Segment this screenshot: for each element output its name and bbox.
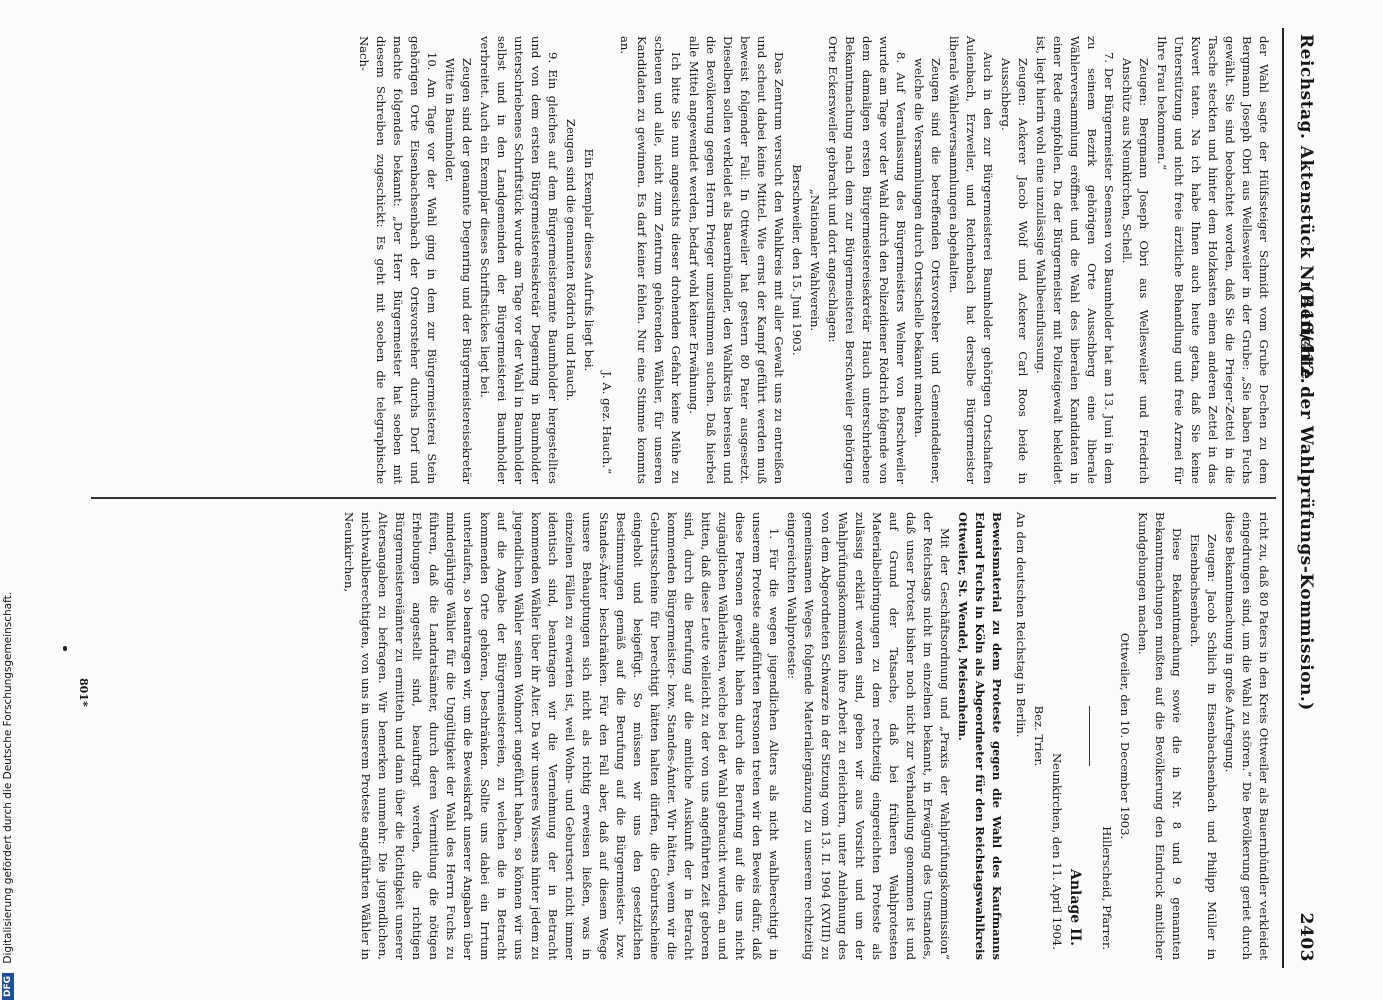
paragraph: Das Zentrum versucht den Wahlkreis mit aller Gewalt uns zu entreißen und scheut dabei keine Mittel. Wie ernst der Kampf geführt werden muß beweist folgender Fall: In Ottweiler hat gestern 80 Pater ausgesetzt. Dieselben sollen verkleidet als Bauernbündler, den Wahlkreis bereisen und die Bevölkerung gegen Herrn Prieger umzustimmen suchen. Daß hierbei alle Mittel angewendet werden, bedarf wohl keiner Erwähnung. xyxy=(687,36,786,484)
dfg-credit xyxy=(2,10,18,1000)
header-rule xyxy=(1282,28,1284,968)
print-dot xyxy=(63,646,67,651)
dfg-credit-text: Digitalisierung gefördert durch die Deutsche Forschungsgemeinschaft. xyxy=(2,591,14,964)
addressee: An den deutschen Reichstag in Berlin. xyxy=(1014,512,1028,738)
paragraph: der Wahl sagte der Hülfssteiger Schmidt vom Grube Dechen zu dem Bergmann Joseph Obri aus Wellesweiler in der Grube: „Sie haben Fuchs gewählt. Sie sind beobachtet worden, daß Sie die Prieger-Zettel in die Tasche steckten und hinter dem Holzkasten einen anderen Zettel in das Kuvert taten. Na ich habe Ihnen auch heute getan, daß Sie keine Unterstützung und nicht freie ärztliche Behandlung und freie Arznei für Ihre Frau bekommen.“ xyxy=(1155,36,1271,484)
paragraph: Zeugen: Jacob Schlich in Eisenbachsenbach und Philipp Müller in Eisenbachsenbach. xyxy=(1188,534,1219,960)
paragraph: 1. Für die wegen jugendlichen Alters als nicht wahlberechtigt in unserem Proteste angeführten Personen treten wir den Beweis dafür, daß diese Personen gewählt haben durch die Berufung auf die uns nicht zugänglichen Wählerlisten, welche bei der Wahl gebraucht wurden, an und bitten, daß diese Leute vielleicht zu der von uns angeführten Zeit geboren sind, durch die Berufung auf die amtliche Auskunft der in Betracht kommenden Bürgermeister- bzw. Standes-Ämter. Wir hätten, wenn wir die Geburtsscheine für berechtigt hätten halten dürfen, die Geburtsscheine eingeholt und beigefügt. So müssen wir uns den gesetzlichen Bestimmungen gemäß auf die Berufung auf die Bürgermeister- bzw. Standes-Ämter beschränken. Für den Fall aber, daß auf diesem Wege unsere Behauptungen sich nicht als richtig erweisen ließen, was in einzelnen Fällen zu erwarten ist, weil Wohn- und Geburtsort nicht immer identisch sind, beantragen wir die Vernehmung der in Betracht kommenden Wähler über ihr Alter. Da wir unseres Wissens hinter jedem zu jugendlichen Wähler seinen Wohnort angeführt haben, so können wir uns auf die Angabe der Bürgermeistereien, zu welchen die in Betracht kommenden Orte gehören, beschränken. Sollte uns dabei ein Irrtum unterlaufen, so beantragen wir, um die Beweiskraft unserer Angaben über minderjährige Wähler für die Ungültigkeit der Wahl des Herrn Fuchs zu führen, daß die Landratsämter, durch deren Vermittlung die nötigen Erhebungen angestellt sind, beauftragt werden, die richtigen Bürgermeistereiämter zu ermitteln und dann über die Richtigkeit unserer Altersangaben zu befragen. Wir bemerken nunmehr: Die jugendlichen, nichtwahlberechtigten, von uns in unserem Proteste angeführten Wähler in Neunkirchen, xyxy=(342,512,781,960)
page-number: 2403 xyxy=(1296,912,1316,962)
column-divider xyxy=(91,497,1276,499)
protest-title: Beweismaterial zu dem Proteste gegen die Wahl des Kaufmanns Eduard Fuchs in Köln als Abgeordneter für den Reichstagswahlkreis Ottweiler, St. Wendel, Meisenheim. xyxy=(956,512,1004,960)
spacer xyxy=(1005,512,1011,960)
right-column xyxy=(339,512,1272,960)
paragraph: Mit der Geschäftsordnung und „Praxis der Wahlprüfungskommission“ der Reichstags nicht im einzelnen bekannt, in Erwägung des Umstandes, daß unser Protest bisher noch nicht zur Verhandlung genommen ist und auf Grund der Tatsache, daß bei früheren Wahlprotesten Materialbeibringungen zu dem rechtzeitig eingereichten Proteste als zulässig erklärt worden sind, geben wir aus Vorsicht und um der Wahlprüfungskommission ihre Arbeit zu erleichtern, unter Anlehnung des von dem Abgeordneten Schwarze in der Sitzung vom 13. II. 1904 (XVIII) zu gemeinsamen Weges folgende Materialergänzung zu unserem rechtzeitig eingereichten Wahlproteste: xyxy=(785,512,952,960)
signature: Hillerscheid, Pfarrer. xyxy=(1100,826,1114,950)
place-date: Neunkirchen, den 11. April 1904. xyxy=(1050,752,1064,950)
paragraph: Zeugen: Ackerer Jacob Wolf und Ackerer Carl Roos beide in Ausschberg. xyxy=(999,58,1030,484)
paragraph: 10. Am Tage vor der Wahl ging in dem zur Bürgermeisterei Stein gehörigen Orte Eisenbachsenbach der Ortsvorsteher durchs Dorf und machte folgendes bekannt: „Der Herr Bürgermeister hat soeben mit diesem Schreiben zugeschickt: Es geht mit soeben die telegraphische Nach- xyxy=(357,36,439,484)
paragraph: Zeugen sind die betreffenden Ortsvorsteher und Gemeindediener, welche die Versammlungen durch Ortsschelle bekannt machten. xyxy=(912,58,943,484)
paragraph: Zeugen: Bergmann Joseph Obri aus Wellesweiler und Friedrich Anschütz aus Neunkirchen, Schell. xyxy=(1120,58,1151,484)
annex-label: Anlage II. xyxy=(1067,869,1083,946)
separator-rule xyxy=(1089,706,1090,766)
running-header xyxy=(1288,28,1322,968)
paragraph: Berschweiler, den 15. Juni 1903. xyxy=(790,164,804,356)
paragraph: J. A. gez. Hauch.“ xyxy=(600,371,614,474)
district: Bez. Trier. xyxy=(1032,705,1046,767)
footer-signature: 801* xyxy=(77,678,90,707)
dfg-logo: DFG xyxy=(2,973,14,1000)
paragraph: richt zu, daß 80 Paters in den Kreis Ottweiler als Bauernbündler verkleidet eingedrungen sind, um die Wahl zu stören.“ Die Bevölkerung geriet durch diese Bekanntmachung in große Aufregung. xyxy=(1223,512,1271,960)
paragraph: Ein Exemplar dieses Aufrufs liegt bei. xyxy=(582,148,596,372)
paragraph: „Nationaler Wahlverein. xyxy=(808,188,822,332)
left-column xyxy=(354,36,1272,484)
header-center: (Berichte der Wahlprüfungs-Kommission.) xyxy=(1296,285,1316,711)
paragraph: 7. Der Bürgermeister Seemsen von Baumholder hat am 13. Juni in dem zu seinem Bezirk gehörigen Orte Ausschberg eine liberale Wählerversammlung eröffnet und die Wahl des liberalen Kandidaten in einer Rede empfohlen. Da der Bürgermeister mit Polizeigewalt bekleidet ist, liegt hierin wohl eine unzulässige Wahlbeeinflussung. xyxy=(1034,36,1116,484)
paragraph: Ich bitte Sie nun angesichts dieser drohenden Gefahr keine Mühe zu scheuen und alle, nicht zum Zentrum gehörenden Wähler, für unseren Kandidaten zu gewinnen. Es darf keiner fehlen. Nur eine Stimme kommts an. xyxy=(618,36,683,484)
paragraph: Auch in den zur Bürgermeisterei Baumholder gehörigen Ortschaften Aulenbach, Erzweiler, und Reichenbach hat derselbe Bürgermeister liberale Wählerversammlungen abgehalten. xyxy=(947,36,995,484)
paragraph: Zeugen sind die genannten Rödrich und Hauch. xyxy=(564,118,578,402)
paragraph: Zeugen sind der genannte Degenring und der Bürgermeistereisekretär Witte in Baumholder. xyxy=(443,58,474,484)
document-page xyxy=(77,28,1322,968)
date-line: Ottweiler, den 10. December 1903. xyxy=(1118,632,1132,840)
paragraph: 9. Ein gleiches auf dem Bürgermeisteramte Baumholder hergestelltes und von dem ersten Bürgermeistereisekretär Degenring in Baumholder unterschriebenes Schriftstück wurde am Tage vor der Wahl in Baumholder selbst und in den Landgemeinden der Bürgermeisterei Baumholder verbreitet. Auch ein Exemplar dieses Schriftstückes liegt bei. xyxy=(478,36,560,484)
paragraph: Diese Bekanntmachung sowie die in Nr. 8 und 9 genannten Bekanntmachungen mußten auf die Bevölkerung den Eindruck amtlicher Kundgebungen machen. xyxy=(1136,512,1184,960)
paragraph: 8. Auf Veranlassung des Bürgermeisters Welmer von Berschweiler wurde am Tage vor der Wahl durch den Polizeidiener Rödrich folgende von dem damaligen ersten Bürgermeistereisekretär Hauch unterschriebene Bekanntmachung nach dem zur Bürgermeisterei Berschweiler gehörigen Orte Eckersweiler gebracht und dort angeschlagen: xyxy=(826,36,908,484)
header-left: Reichstag. Aktenstück Nr 410/412. xyxy=(1296,34,1316,385)
